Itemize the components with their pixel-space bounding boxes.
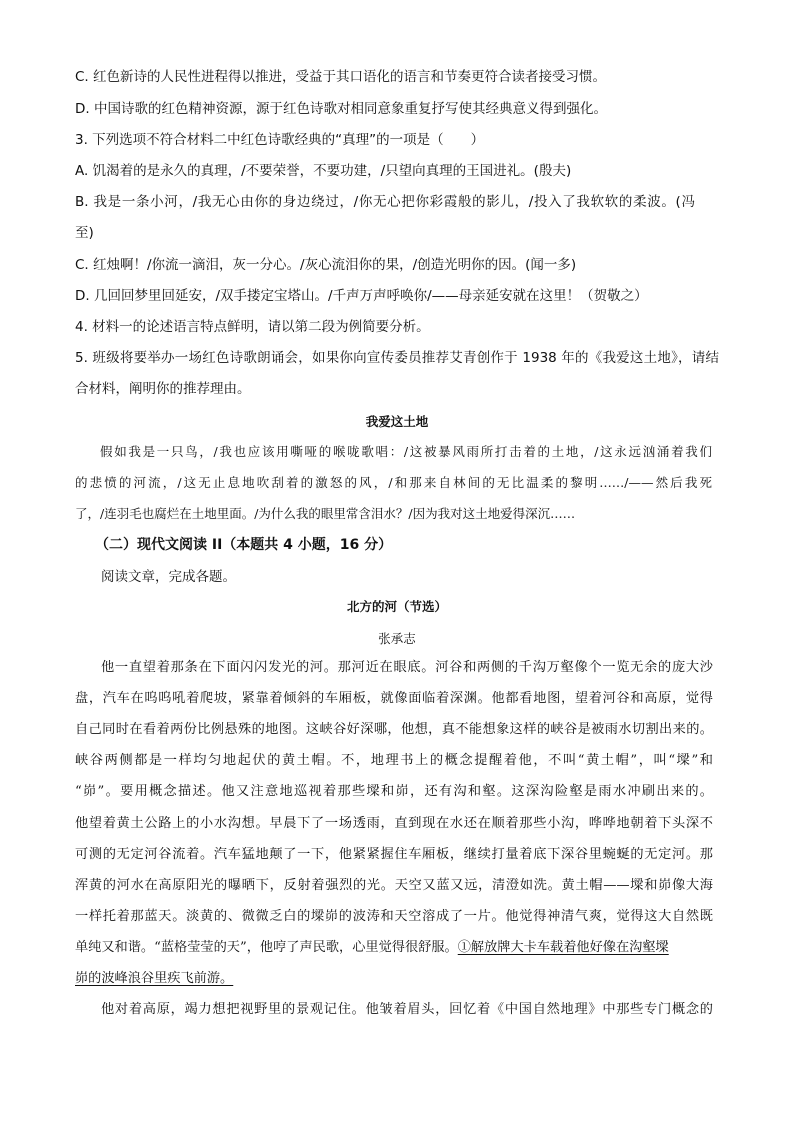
section-2-instruction: 阅读文章，完成各题。 [101, 569, 236, 585]
question-3-option-a: A. 饥渴着的是永久的真理，/不要荣誉，不要功建，/只望向真理的王国进礼。(殷夫) [75, 163, 572, 179]
option-d-text: D. 中国诗歌的红色精神资源，源于红色诗歌对相同意象重复抒写使其经典意义得到强化。 [75, 101, 607, 117]
article-line-4: 峡谷两侧都是一样均匀地起伏的黄土帽。不，地理书上的概念提醒着他，不叫“黄土帽”，叫“墚”和 [75, 753, 713, 768]
section-2-heading: （二）现代文阅读 II（本题共 4 小题，16 分） [95, 537, 393, 553]
underlined-sentence-1-part2: 峁的波峰浪谷里疾飞前游。 [75, 971, 234, 986]
question-3-option-c: C. 红烛啊！/你流一滴泪，灰一分心。/灰心流泪你的果，/创造光明你的因。(闻一多) [75, 257, 577, 273]
question-3-option-d: D. 几回回梦里回延安，/双手搂定宝塔山。/千声万声呼唤你/——母亲延安就在这里！（贺敬之） [75, 288, 648, 304]
poem-title: 我爱这土地 [365, 414, 429, 429]
article-line-last: 他对着高原，竭力想把视野里的景观记住。他皱着眉头，回忆着《中国自然地理》中那些专门概念的 [101, 1002, 713, 1017]
poem-line-3: 了，/连羽毛也腐烂在土地里面。/为什么我的眼里常含泪水？/因为我对这土地爱得深沉…… [75, 506, 576, 521]
option-c-text: C. 红色新诗的人民性进程得以推进，受益于其口语化的语言和节奏更符合读者接受习惯。 [75, 69, 607, 85]
article-line-9: 一样托着那蓝天。淡黄的、微微乏白的墚峁的波涛和天空溶成了一片。他觉得神清气爽，觉得这大自然既 [75, 909, 713, 924]
article-line-8: 浑黄的河水在高原阳光的曝晒下，反射着强烈的光。天空又蓝又远，清澄如洗。黄土帽——墚和峁像大海 [75, 878, 713, 893]
article-line-6: 他望着黄土公路上的小水沟想。早晨下了一场透雨，直到现在水还在顺着那些小沟，哗哗地朝着下头深不 [75, 816, 713, 831]
article-line-1: 他一直望着那条在下面闪闪发光的河。那河近在眼底。河谷和两侧的千沟万壑像个一览无余的庞大沙 [101, 660, 713, 675]
article-line-5: “峁”。要用概念描述。他又注意地巡视着那些墚和峁，还有沟和壑。这深沟险壑是雨水冲刷出来的。 [75, 784, 713, 799]
poem-line-1: 假如我是一只鸟，/我也应该用嘶哑的喉咙歌唱：/这被暴风雨所打击着的土地，/这永远汹涌着我们 [100, 444, 712, 459]
question-5-line1: 5. 班级将要举办一场红色诗歌朗诵会，如果你向宣传委员推荐艾青创作于 1938 年的《我爱这土地》，请结 [75, 350, 719, 366]
article-title: 北方的河（节选） [346, 599, 447, 614]
question-4: 4. 材料一的论述语言特点鲜明，请以第二段为例简要分析。 [75, 319, 430, 335]
question-3-stem: 3. 下列选项不符合材料二中红色诗歌经典的“真理”的一项是（ ） [75, 132, 485, 148]
article-line-10-text: 单纯又和谐。“蓝格莹莹的天”，他哼了声民歌，心里觉得很舒服。 [75, 940, 458, 955]
underlined-sentence-1-part1: ①解放牌大卡车载着他好像在沟壑墚 [457, 940, 669, 955]
poem-line-2: 的悲愤的河流，/这无止息地吹刮着的激怒的风，/和那来自林间的无比温柔的黎明……/——然后我死 [75, 475, 712, 490]
article-line-2: 盘，汽车在呜呜吼着爬坡，紧靠着倾斜的车厢板，就像面临着深渊。他都看地图，望着河谷和高原，觉得 [75, 691, 713, 706]
article-line-7: 可测的无定河谷流着。汽车猛地颠了一下，他紧紧握住车厢板，继续打量着底下深谷里蜿蜒的无定河。那 [75, 847, 713, 862]
article-line-10 [75, 939, 669, 957]
question-3-option-b-line2: 至) [75, 225, 94, 241]
question-5-line2: 合材料，阐明你的推荐理由。 [75, 381, 251, 397]
question-3-option-b-line1: B. 我是一条小河，/我无心由你的身边绕过，/你无心把你彩霞般的影儿，/投入了我软软的柔波。(冯 [75, 194, 695, 210]
article-author: 张承志 [378, 631, 416, 646]
article-line-3: 自己同时在看着两份比例悬殊的地图。这峡谷好深哪，他想，真不能想象这样的峡谷是被雨水切割出来的。 [75, 722, 713, 737]
